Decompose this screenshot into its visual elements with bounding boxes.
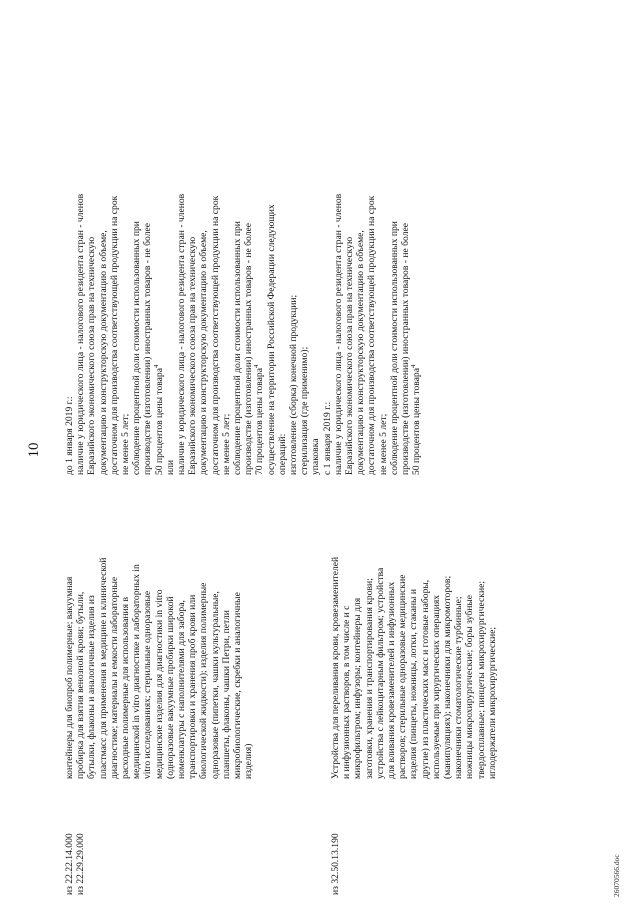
description-line: используемые при хирургических операциях xyxy=(430,594,442,779)
condition-text: с 1 января 2019 г.: xyxy=(321,401,333,475)
condition-text: документацию и конструкторскую документацию в объеме, xyxy=(355,230,367,475)
description-line: заготовки, хранения и транспортирования крови; xyxy=(363,578,375,779)
condition-text: Евразийского экономического союза прав на техническую xyxy=(187,236,199,475)
condition-line xyxy=(120,103,131,475)
footnote-marker: 4 xyxy=(410,364,418,368)
condition-text: до 1 января 2019 г.: xyxy=(64,396,75,475)
condition-line xyxy=(187,103,198,475)
condition-line xyxy=(310,103,321,475)
okpd-code-cell xyxy=(330,795,341,895)
description-line: пробирка для взятия венозной крови; бутыли, xyxy=(75,591,87,779)
condition-line xyxy=(98,103,109,475)
condition-line xyxy=(232,103,243,475)
condition-line xyxy=(266,103,277,475)
description-line: ножницы микрохирургические; боры зубные xyxy=(464,594,476,779)
condition-line xyxy=(165,103,176,475)
condition-text: соблюдение процентной доли стоимости использованных при xyxy=(232,221,244,475)
description-line: микробиологические, скребки и аналогичные xyxy=(232,592,244,779)
condition-text: производстве (изготовлении) иностранных товаров - не более xyxy=(400,222,412,475)
okpd-code: из 32.50.13.190 xyxy=(330,833,341,895)
description-line: vitro исследованиях; стерильные одноразовые xyxy=(142,590,154,779)
condition-line xyxy=(254,103,265,475)
production-conditions xyxy=(64,103,423,475)
condition-line xyxy=(75,103,86,475)
condition-text: достаточном для производства соответствующей продукции на срок xyxy=(209,195,221,475)
condition-text: не менее 5 лет; xyxy=(377,413,389,475)
description-line: диагностике; материалы и емкости лабораторные xyxy=(108,576,120,779)
footnote-marker: 4 xyxy=(253,364,261,368)
condition-text: документацию и конструкторскую документацию в объеме, xyxy=(198,230,210,475)
condition-line xyxy=(400,103,411,475)
description-line: (одноразовые вакуумные пробирки широкой xyxy=(164,596,176,779)
condition-line xyxy=(142,103,153,475)
condition-text: или xyxy=(164,459,176,475)
condition-line xyxy=(154,103,165,475)
condition-text: Евразийского экономического союза прав на техническую xyxy=(86,236,98,475)
description-line: планшеты, флаконы, чашки Петри, петли xyxy=(220,610,232,779)
condition-text: 50 процентов цены товара xyxy=(153,368,165,475)
condition-text: наличие у юридического лица - налогового резидента стран - членов xyxy=(176,193,188,475)
description-line: медицинской in vitro диагностике и лабораторных in xyxy=(131,564,143,779)
description-line: (манипуляциях); наконечники для микромоторов; xyxy=(442,575,454,779)
product-description xyxy=(64,489,254,779)
description-line: бутылки, флаконы и аналогичные изделия из xyxy=(86,595,98,779)
okpd-code-cell xyxy=(64,795,86,895)
condition-line xyxy=(411,103,422,475)
condition-text: достаточном для производства соответствующей продукции на срок xyxy=(366,195,378,475)
condition-text: осуществление на территории Российской Федерации следующих xyxy=(265,204,277,475)
condition-line xyxy=(198,103,209,475)
description-line: номенклатуры с наполнителями для забора, xyxy=(176,600,188,779)
condition-line xyxy=(131,103,142,475)
okpd-code: из 22.29.29.000 xyxy=(75,833,87,895)
condition-text: не менее 5 лет; xyxy=(120,413,132,475)
description-line: пластмасс для применения в медицине и клинической xyxy=(97,557,109,779)
condition-text: стерилизация (где применимо); xyxy=(299,346,311,475)
description-line: медицинские изделия для диагностики in vitro xyxy=(153,589,165,779)
description-line: для вливания кровезаменителей и инфузионных xyxy=(386,581,398,779)
description-line: наконечники стоматологические турбинные; xyxy=(453,596,465,779)
condition-line xyxy=(389,103,400,475)
condition-line xyxy=(109,103,120,475)
description-line: биологической жидкости); изделия полимерные xyxy=(198,582,210,779)
condition-line xyxy=(344,103,355,475)
page-number: 10 xyxy=(26,442,42,458)
condition-line xyxy=(322,103,333,475)
description-line: изделия (пинцеты, ножницы, лотки, стаканы и xyxy=(408,589,420,779)
description-line: изделия) xyxy=(243,743,255,779)
description-line: транспортировки и хранения проб крови или xyxy=(187,594,199,779)
condition-line xyxy=(210,103,221,475)
condition-line xyxy=(366,103,377,475)
condition-text: документацию и конструкторскую документацию в объеме, xyxy=(97,230,109,475)
description-line: контейнеры для биопроб полимерные; вакуумная xyxy=(64,576,75,779)
condition-line xyxy=(64,103,75,475)
description-line: одноразовые (пипетки, чашки культуральные, xyxy=(209,591,221,779)
description-line: твердосплавные; пинцеты микрохирургические; xyxy=(475,581,487,779)
condition-text: упаковка xyxy=(310,438,322,475)
condition-line xyxy=(221,103,232,475)
condition-line xyxy=(243,103,254,475)
condition-text: достаточном для производства соответствующей продукции на срок xyxy=(108,195,120,475)
product-description xyxy=(330,489,498,779)
description-line: расходные полимерные для использования в xyxy=(120,597,132,779)
okpd-code: из 22.22.14.000 xyxy=(64,833,75,895)
condition-text: изготовление (сборка) конечной продукции; xyxy=(288,294,300,475)
description-line: иглодержатели микрохирургические; xyxy=(486,626,498,779)
description-line: растворов; стерильные одноразовые медицинские xyxy=(397,574,409,779)
condition-text: соблюдение процентной доли стоимости использованных при xyxy=(131,221,143,475)
condition-line xyxy=(355,103,366,475)
condition-line xyxy=(277,103,288,475)
condition-text: производстве (изготовлении) иностранных товаров - не более xyxy=(142,222,154,475)
condition-text: 70 процентов цены товара xyxy=(254,368,266,475)
condition-line xyxy=(86,103,97,475)
condition-text: не менее 5 лет; xyxy=(220,413,232,475)
condition-line xyxy=(378,103,389,475)
condition-text: наличие у юридического лица - налогового резидента стран - членов xyxy=(332,193,344,475)
description-line: и инфузионных растворов, в том числе и с xyxy=(341,605,353,779)
description-line: устройства с лейкоцитарным фильтром; устройства xyxy=(374,567,386,779)
condition-text: производстве (изготовлении) иностранных товаров - не более xyxy=(243,222,255,475)
document-filename: 26070566.doc xyxy=(612,854,621,897)
condition-text: соблюдение процентной доли стоимости использованных при xyxy=(388,221,400,475)
condition-text: 50 процентов цены товара xyxy=(411,368,423,475)
condition-text: операций: xyxy=(276,433,288,475)
description-line: микрофильтром; инфузоры; контейнеры для xyxy=(352,597,364,779)
condition-text: Евразийского экономического союза прав на техническую xyxy=(344,236,356,475)
condition-line xyxy=(176,103,187,475)
footnote-marker: 4 xyxy=(152,364,160,368)
condition-text: наличие у юридического лица - налогового резидента стран - членов xyxy=(75,193,87,475)
description-line: Устройства для переливания крови, кровезаменителей xyxy=(330,556,341,779)
description-line: другие) из пластических масс и готовые наборы, xyxy=(419,579,431,779)
condition-line xyxy=(333,103,344,475)
condition-line xyxy=(299,103,310,475)
condition-line xyxy=(288,103,299,475)
